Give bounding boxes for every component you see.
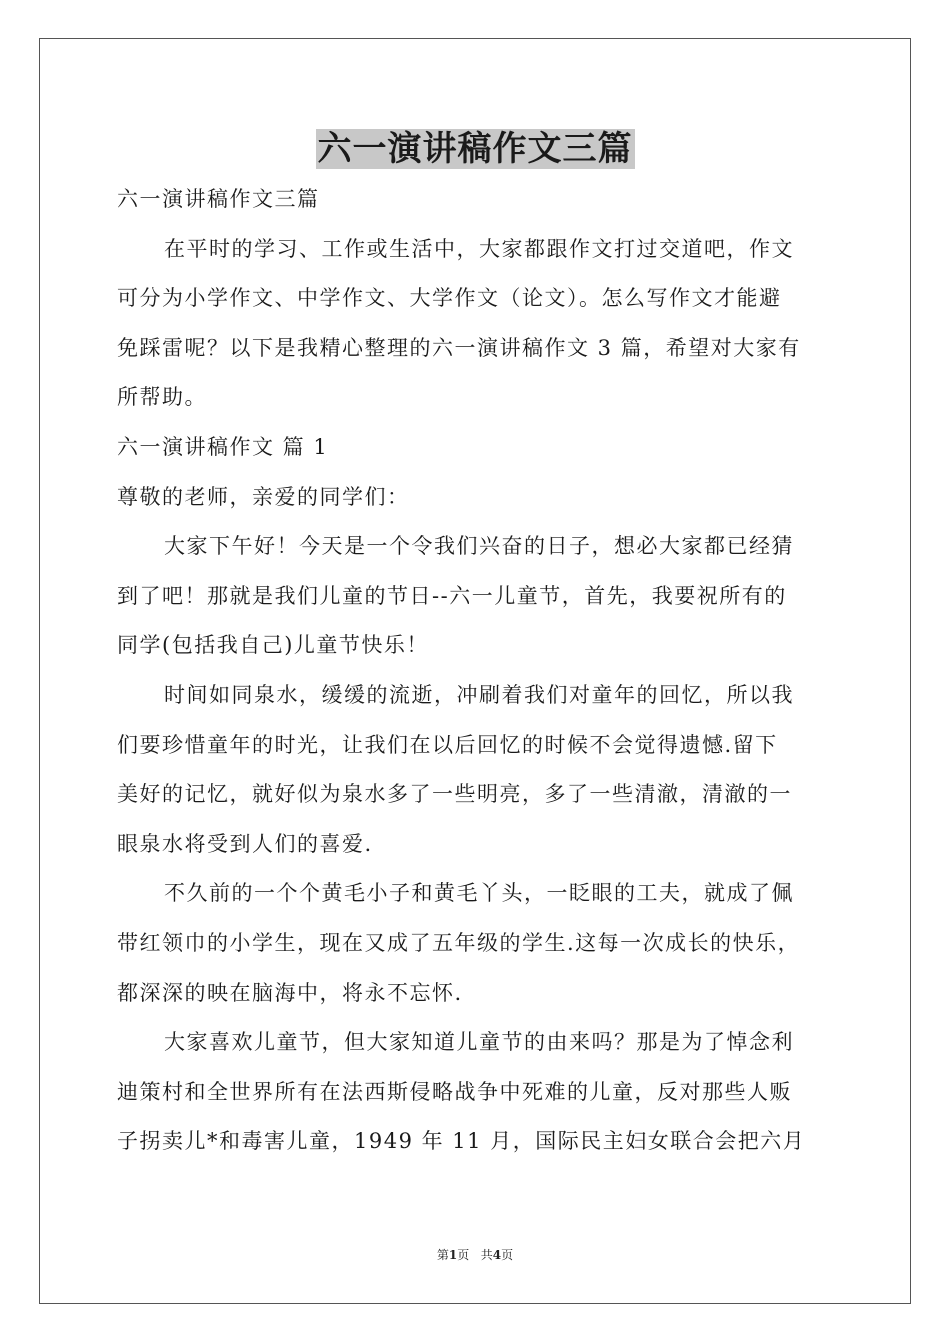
paragraph-line: 子拐卖儿*和毒害儿童，1949 年 11 月，国际民主妇女联合会把六月 [117, 1129, 806, 1154]
document-title [0, 126, 950, 172]
salutation-line: 尊敬的老师，亲爱的同学们： [117, 484, 410, 509]
paragraph-line: 在平时的学习、工作或生活中，大家都跟作文打过交道吧，作文 [164, 236, 794, 261]
section-heading: 六一演讲稿作文 篇 1 [117, 434, 329, 459]
page-number: 1 [448, 1248, 458, 1262]
paragraph-line: 大家下午好！今天是一个令我们兴奋的日子，想必大家都已经猜 [164, 534, 794, 559]
paragraph-line: 都深深的映在脑海中，将永不忘怀. [117, 980, 463, 1005]
paragraph-line: 同学(包括我自己)儿童节快乐！ [117, 633, 429, 658]
subtitle-line: 六一演讲稿作文三篇 [117, 187, 320, 211]
page-suffix: 页 [457, 1248, 470, 1262]
page-prefix: 第 [436, 1248, 449, 1262]
paragraph-line: 们要珍惜童年的时光，让我们在以后回忆的时候不会觉得遗憾.留下 [117, 732, 778, 757]
paragraph-line: 带红领巾的小学生，现在又成了五年级的学生.这每一次成长的快乐， [117, 930, 801, 955]
paragraph-line: 美好的记忆，就好似为泉水多了一些明亮，多了一些清澈，清澈的一 [117, 782, 792, 807]
paragraph-line: 到了吧！那就是我们儿童的节日--六一儿童节，首先，我要祝所有的 [117, 583, 787, 608]
total-suffix: 页 [501, 1248, 514, 1262]
page-footer [0, 1246, 950, 1263]
document-title-text: 六一演讲稿作文三篇 [317, 129, 633, 169]
paragraph-line: 时间如同泉水，缓缓的流逝，冲刷着我们对童年的回忆，所以我 [164, 682, 794, 707]
paragraph-line: 所帮助。 [117, 385, 207, 410]
paragraph-line: 不久前的一个个黄毛小子和黄毛丫头，一眨眼的工夫，就成了佩 [164, 881, 794, 906]
paragraph-line: 眼泉水将受到人们的喜爱. [117, 831, 373, 856]
total-pages: 4 [492, 1248, 502, 1262]
paragraph-line: 免踩雷呢？以下是我精心整理的六一演讲稿作文 3 篇，希望对大家有 [117, 335, 801, 360]
paragraph-line: 大家喜欢儿童节，但大家知道儿童节的由来吗？那是为了悼念利 [164, 1030, 794, 1055]
paragraph-line: 可分为小学作文、中学作文、大学作文（论文）。怎么写作文才能避 [117, 286, 782, 311]
paragraph-line: 迪策村和全世界所有在法西斯侵略战争中死难的儿童，反对那些人贩 [117, 1079, 792, 1104]
document-body [117, 175, 837, 1167]
total-prefix: 共 [480, 1248, 493, 1262]
